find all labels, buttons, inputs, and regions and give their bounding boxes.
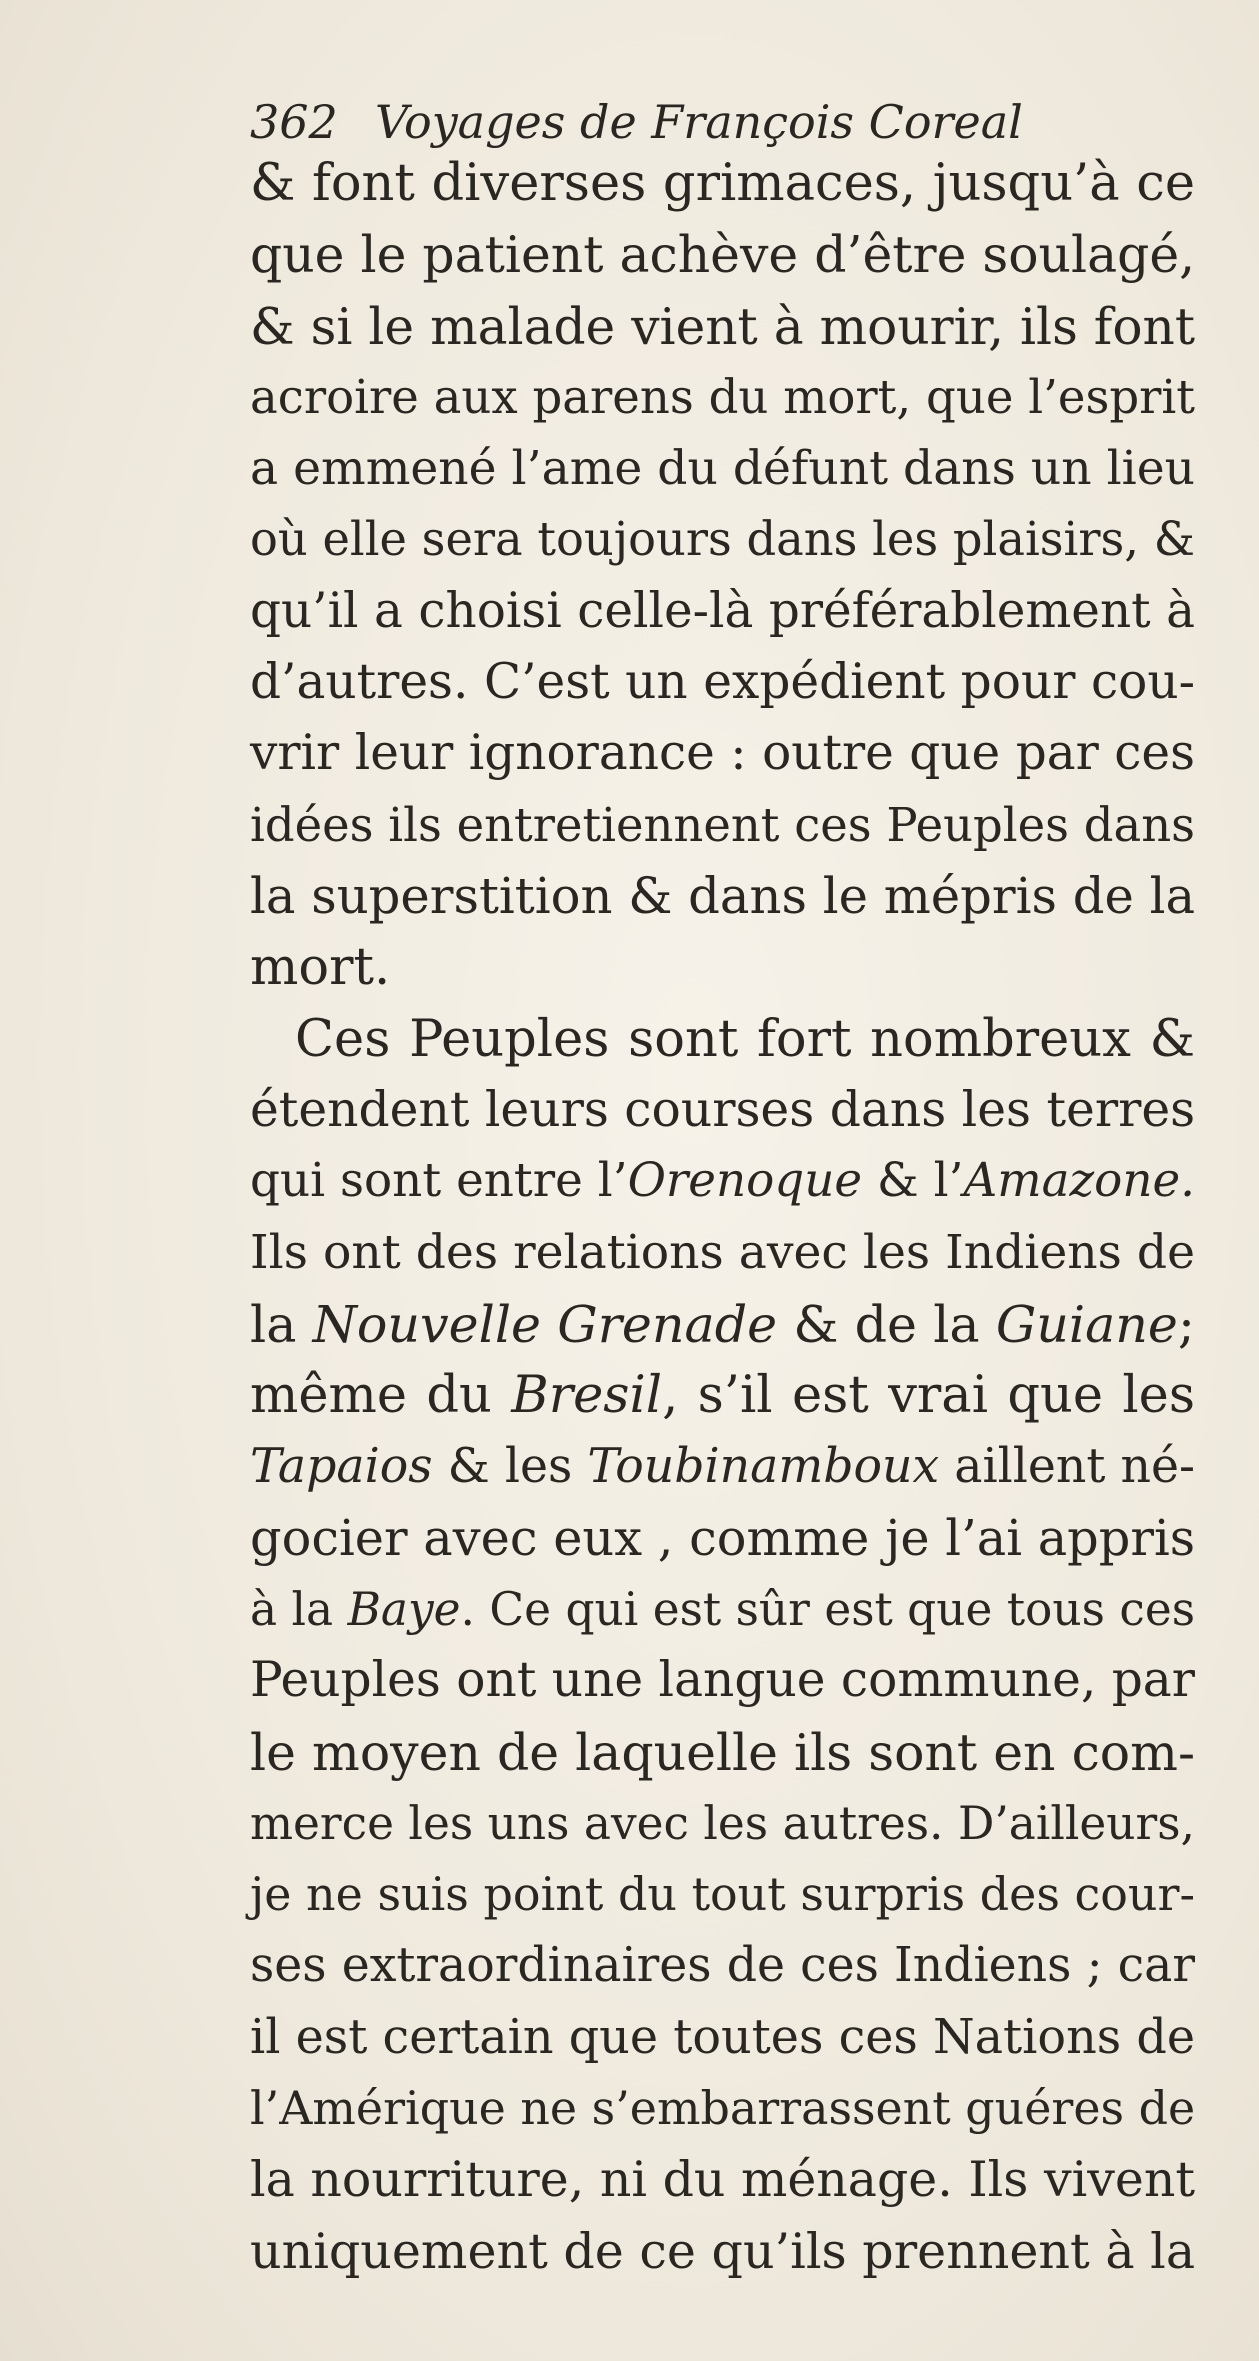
italic-text: Nouvelle Grenade (312, 1294, 778, 1354)
text-run: l’Amérique ne s’embarrassent guéres de (250, 2081, 1196, 2136)
text-line (250, 148, 1195, 219)
running-title: Voyages de François Coreal (375, 95, 1023, 149)
text-run: & font diverses grimaces, jusqu’à ce (250, 154, 1195, 213)
text-run: même du (250, 1366, 512, 1426)
text-run: qui sont entre l’ (250, 1154, 628, 1209)
text-run: ses extraordinaires de ces Indiens ; car (250, 1938, 1195, 1994)
text-run: , s’il est vrai que les (662, 1366, 1196, 1426)
text-line (250, 2144, 1195, 2215)
page-number: 362 (250, 95, 338, 149)
text-run: ; (1177, 1294, 1195, 1354)
italic-text: Guiane (995, 1294, 1178, 1354)
italic-text: Tapaios (250, 1439, 433, 1495)
text-run: uniquement de ce qu’ils prennent à la (250, 2221, 1196, 2280)
text-run: la nourriture, ni du ménage. Ils vivent (250, 2151, 1195, 2209)
text-run: il est certain que toutes ces Nations de (250, 2009, 1195, 2065)
text-line (250, 932, 1195, 1003)
body-text (250, 148, 1195, 2287)
text-run: Ils ont des relations avec les Indiens de (250, 1225, 1195, 1281)
text-line (250, 291, 1195, 362)
text-run: la superstition & dans le mépris de la (250, 866, 1196, 925)
text-line (250, 576, 1195, 647)
text-line (250, 1574, 1195, 1645)
text-run: & de la (777, 1294, 996, 1354)
text-line (250, 504, 1195, 575)
text-line (250, 1717, 1195, 1788)
text-line (250, 790, 1195, 861)
text-line (250, 362, 1195, 433)
text-line (250, 1431, 1195, 1502)
text-run: mort. (250, 938, 391, 998)
text-line (250, 2073, 1195, 2144)
text-run: d’autres. C’est un expédient pour cou- (250, 654, 1195, 711)
text-run: a emmené l’ame du défunt dans un lieu (250, 441, 1195, 497)
text-line (250, 2216, 1195, 2287)
text-run: & l’ (862, 1154, 964, 1209)
text-line (250, 1788, 1195, 1859)
text-line (250, 1645, 1195, 1716)
text-run: à la (250, 1582, 348, 1636)
text-run: & les (432, 1439, 588, 1495)
text-run: étendent leurs courses dans les terres (250, 1081, 1196, 1138)
text-line (250, 1289, 1195, 1360)
text-run: aillent né- (939, 1439, 1195, 1495)
text-run: vrir leur ignorance : outre que par ces (250, 725, 1195, 782)
text-line (250, 718, 1195, 789)
text-line (250, 2002, 1195, 2073)
text-line (250, 861, 1195, 932)
text-run: . Ce qui est sûr est que tous ces (460, 1582, 1195, 1636)
text-line (250, 1075, 1195, 1146)
text-run: idées ils entretiennent ces Peuples dans (250, 797, 1195, 852)
text-line (250, 1217, 1195, 1288)
italic-text: Orenoque (627, 1154, 863, 1209)
text-line (250, 1146, 1195, 1217)
text-run: merce les uns avec les autres. D’ailleurs, (250, 1796, 1195, 1850)
text-line (250, 219, 1195, 290)
text-line (250, 647, 1195, 718)
text-line (250, 1360, 1195, 1431)
text-line (250, 1503, 1195, 1574)
text-run: que le patient achève d’être soulagé, (250, 225, 1196, 285)
text-run: où elle sera toujours dans les plaisirs, & (250, 512, 1195, 567)
text-line (250, 433, 1195, 504)
text-line (250, 1004, 1195, 1075)
text-run: qu’il a choisi celle-là préférablement à (250, 582, 1195, 639)
italic-text: Amazone. (963, 1154, 1195, 1209)
text-run: Ces Peuples sont fort nombreux & (295, 1009, 1195, 1069)
italic-text: Bresil (511, 1366, 663, 1426)
text-run: & si le malade vient à mourir, ils font (250, 296, 1195, 356)
italic-text: Toubinamboux (587, 1439, 940, 1495)
text-run: acroire aux parens du mort, que l’esprit (250, 369, 1195, 424)
text-run: je ne suis point du tout surpris des cour- (250, 1867, 1195, 1922)
text-run: le moyen de laquelle ils sont en com- (250, 1722, 1195, 1782)
text-run: gocier avec eux , comme je l’ai appris (250, 1508, 1196, 1567)
text-run: la (250, 1294, 313, 1354)
text-line (250, 1859, 1195, 1930)
text-line (250, 1930, 1195, 2001)
italic-text: Baye (347, 1582, 461, 1636)
text-run: Peuples ont une langue commune, par (250, 1652, 1195, 1709)
